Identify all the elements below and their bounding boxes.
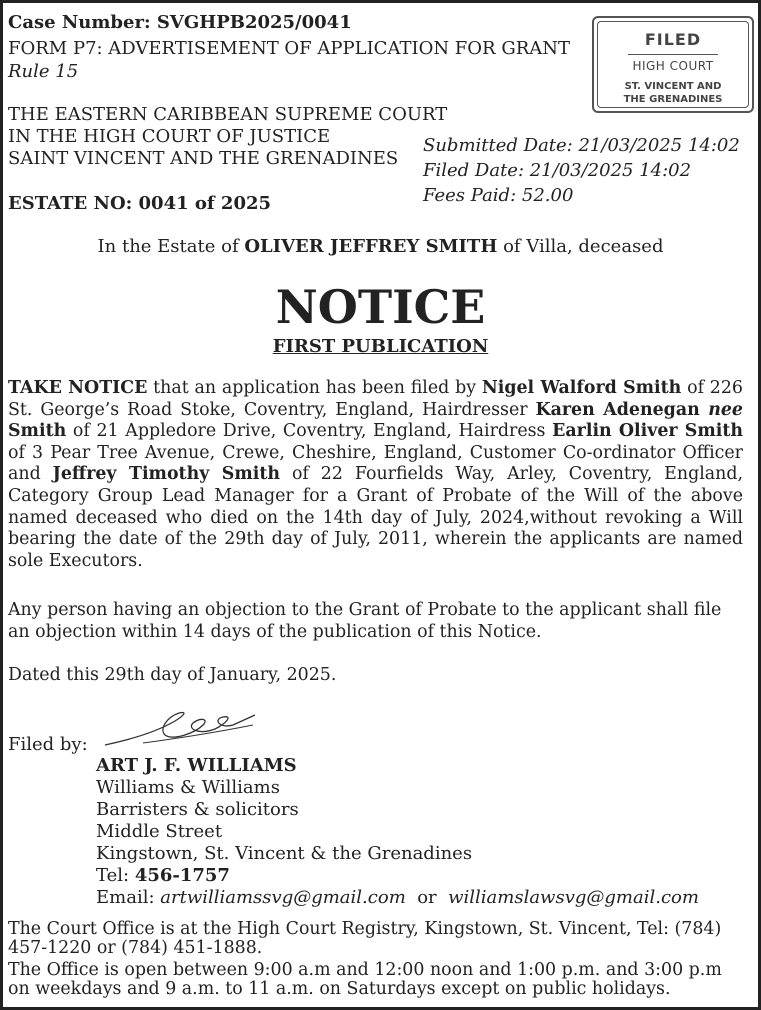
estate-prefix: In the Estate of [97,236,245,257]
body-text-3: of 21 Appledore Drive, Coventry, England, Hairdress [66,421,553,442]
filed-stamp [592,16,754,113]
applicant-2-surname: Smith [8,421,67,442]
publication-subtitle: FIRST PUBLICATION [272,336,489,357]
email-label: Email: [96,887,161,908]
body-text-1: that an application has been filed by [147,378,482,398]
rule-reference: Rule 15 [8,61,79,82]
case-number: Case Number: SVGHPB2025/0041 [8,12,352,33]
estate-of-line [3,236,758,258]
notice-title: NOTICE [275,280,486,334]
filer-name: ART J. F. WILLIAMS [96,755,297,776]
take-notice-lead: TAKE NOTICE [8,378,148,398]
take-notice-paragraph [8,378,743,572]
court-line-2: IN THE HIGH COURT OF JUSTICE [8,126,331,147]
deceased-name: OLIVER JEFFREY SMITH [244,236,498,257]
filed-by-label: Filed by: [8,734,88,755]
filed-date: Filed Date: 21/03/2025 14:02 [423,160,692,181]
filer-city: Kingstown, St. Vincent & the Grenadines [96,843,473,864]
dated-line: Dated this 29th day of January, 2025. [8,665,337,685]
stamp-court-text: HIGH COURT [632,59,714,73]
filer-role: Barristers & solicitors [96,799,299,820]
stamp-divider [628,54,718,55]
fees-paid: Fees Paid: 52.00 [423,185,574,206]
email-address-1: artwilliamssvg@gmail.com [160,887,406,908]
email-separator: or [405,887,449,908]
applicant-3-name: Earlin Oliver Smith [552,421,744,442]
tel-number: 456-1757 [134,865,230,886]
body-text-4: of 3 Pear Tree Avenue, Crewe, Cheshire, England, Customer Co-ordinator Officer and [8,442,743,485]
stamp-location-line2: THE GRENADINES [623,94,723,105]
objection-paragraph: Any person having an objection to the Grant of Probate to the applicant shall file an objection within 14 days of the publication of this Notice. [8,600,722,642]
applicant-1-name: Nigel Walford Smith [481,378,682,398]
body-text-5: of 22 Fourfields Way, Arley, Coventry, England, Category Group Lead Manager for a Grant of Probate of the Will of the above named deceased who died on the 14th day of July, 2024,without revoking a Will bearing the date of the 29th day of July, 2011, wherein the applicants are named sole Executors. [8,464,743,571]
court-line-3: SAINT VINCENT AND THE GRENADINES [8,148,399,169]
estate-suffix: of Villa, deceased [497,236,664,257]
filer-firm: Williams & Williams [96,777,280,798]
form-title: FORM P7: ADVERTISEMENT OF APPLICATION FOR GRANT [8,38,571,59]
applicant-2-first: Karen Adenegan [535,399,709,420]
stamp-filed-text: FILED [644,30,702,49]
estate-number: ESTATE NO: 0041 of 2025 [8,193,272,214]
signature-image [103,703,258,753]
submitted-date: Submitted Date: 21/03/2025 14:02 [423,135,740,156]
applicant-2-nee: nee [708,399,743,420]
stamp-location-line1: ST. VINCENT AND [624,81,722,92]
office-hours-info: The Office is open between 9:00 a.m and 12:00 noon and 1:00 p.m. and 3:00 p.m on weekdays and 9 a.m. to 11 a.m. on Saturdays except on public holidays. [8,960,722,999]
filer-email [96,887,699,909]
court-office-info: The Court Office is at the High Court Registry, Kingstown, St. Vincent, Tel: (784) 457-1220 or (784) 451-1888. [8,919,722,958]
email-address-2: williamslawsvg@gmail.com [448,887,699,908]
filer-street: Middle Street [96,821,223,842]
filer-telephone [96,865,230,887]
applicant-4-name: Jeffrey Timothy Smith [52,464,281,485]
tel-label: Tel: [96,865,135,886]
court-line-1: THE EASTERN CARIBBEAN SUPREME COURT [8,104,448,125]
body-text-2: of 226 St. George’s Road Stoke, Coventry, England, Hairdresser [8,378,743,420]
